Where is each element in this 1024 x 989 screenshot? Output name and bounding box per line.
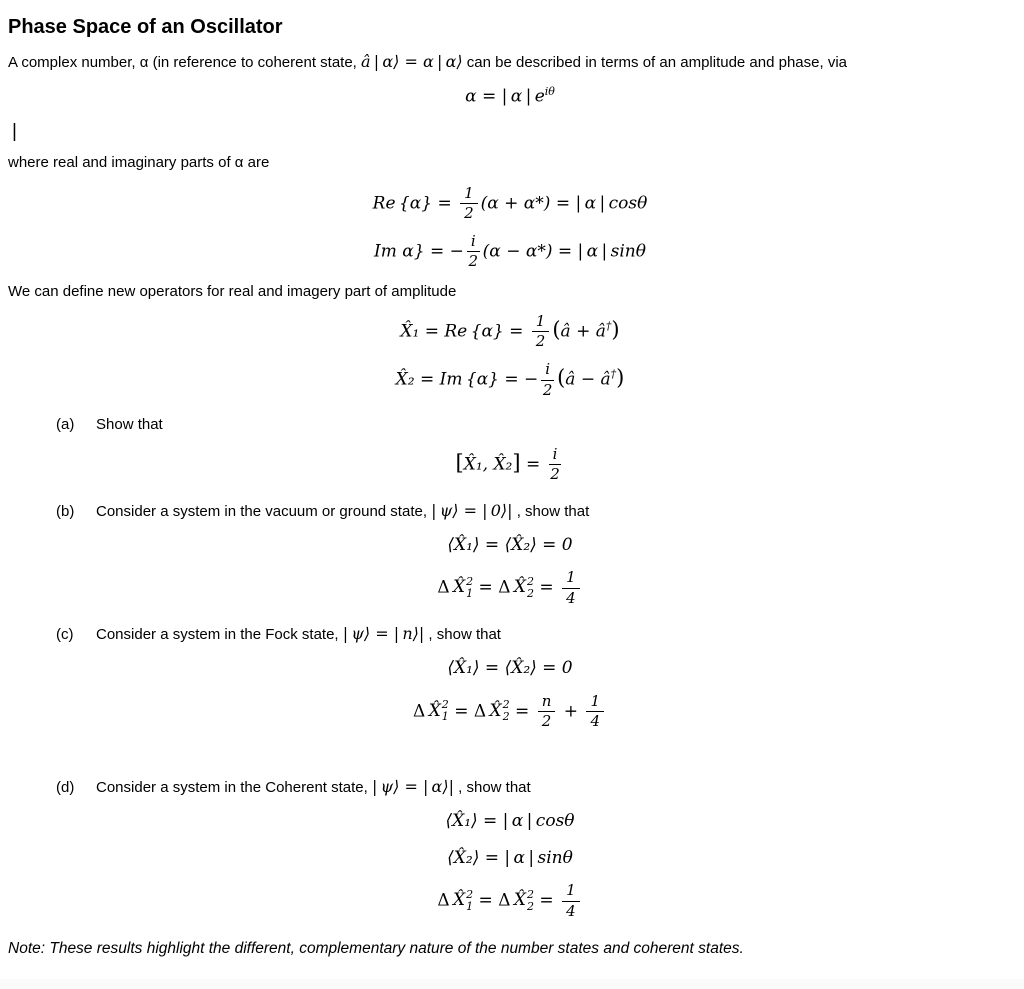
equation-vacuum-variance — [8, 569, 1012, 607]
intro-paragraph — [8, 51, 1012, 73]
math-token: Im α} = − — [374, 241, 464, 262]
math-token: 1 — [562, 569, 580, 588]
math-token: = — [448, 700, 474, 721]
math-token: 1 — [562, 882, 580, 901]
equation-real-part — [8, 185, 1012, 223]
math-token: Δ — [413, 700, 429, 721]
equation-commutator — [8, 446, 1012, 484]
page-bottom-strip — [0, 979, 1024, 989]
math-token: X̂₂ = Im {α} = − — [395, 369, 539, 390]
equation-coherent-x1-expectation — [8, 809, 1012, 835]
math-token: Δ — [437, 577, 454, 598]
math-token: 1 — [586, 693, 604, 712]
item-b-text-post: , show that — [512, 502, 590, 520]
math-token: X̂ — [513, 890, 526, 911]
intro-text-post: can be described in terms of an amplitude and phase, via — [462, 54, 848, 71]
math-token: Δ — [437, 890, 454, 911]
math-token: 2 — [502, 710, 510, 724]
math-token: = — [534, 890, 560, 911]
math-token: X̂ — [453, 577, 466, 598]
math-token: 2 — [527, 887, 534, 901]
item-b-inline-math — [431, 501, 512, 520]
math-token: 2 — [527, 900, 534, 914]
equation-coherent-x2-expectation — [8, 846, 1012, 872]
math-token: â + â — [560, 321, 606, 342]
math-token: 1 — [532, 313, 550, 332]
math-token: 1 — [460, 185, 478, 204]
math-token — [586, 693, 604, 731]
math-token: | ψ⟩ = | n⟩| — [342, 623, 425, 643]
item-d-label: (d) — [56, 779, 75, 797]
math-token: [ — [455, 450, 464, 475]
equation-coherent-variance — [8, 882, 1012, 920]
where-line: where real and imaginary parts of α are — [8, 154, 270, 172]
math-token: Δ — [473, 700, 490, 721]
math-token: Re {α} = — [372, 192, 458, 213]
item-b-label: (b) — [56, 502, 75, 520]
equation-vacuum-expectation — [8, 533, 1012, 559]
math-token — [532, 313, 550, 351]
item-d-inline-math — [372, 777, 454, 796]
item-c-text-post: , show that — [424, 625, 501, 643]
math-token — [490, 699, 510, 725]
page-title: Phase Space of an Oscillator — [8, 16, 283, 38]
math-token: (α + α*) = | α | cosθ — [480, 192, 648, 213]
math-token — [527, 576, 534, 601]
math-token: X̂₁ = Re {α} = — [400, 321, 529, 342]
math-token — [514, 888, 534, 914]
math-token: X̂ — [489, 700, 502, 721]
item-a-text-pre: Show that — [96, 415, 163, 433]
math-token — [460, 185, 478, 223]
equation-imaginary-part — [8, 233, 1012, 271]
math-token: X̂₁, X̂₂ — [463, 454, 513, 475]
math-token: 2 — [527, 587, 534, 601]
math-token: 2 — [468, 252, 479, 271]
math-token: X̂ — [513, 577, 526, 598]
problem-item-c — [8, 623, 1012, 645]
math-token — [538, 693, 556, 731]
equation-fock-variance — [8, 693, 1012, 731]
math-token: X̂ — [453, 890, 466, 911]
problem-item-a — [8, 415, 1012, 435]
math-token: = — [534, 577, 560, 598]
math-token: 2 — [466, 574, 474, 588]
equation-fock-expectation — [8, 656, 1012, 682]
math-token: α = | α | e — [465, 86, 545, 107]
math-token: ⟨X̂₁⟩ = ⟨X̂₂⟩ = 0 — [447, 658, 573, 679]
math-token — [541, 361, 554, 399]
math-token: | ψ⟩ = | α⟩| — [371, 777, 454, 797]
note-line: Note: These results highlight the different, complementary nature of the number states and coherent states. — [8, 939, 744, 957]
item-a-label: (a) — [56, 415, 75, 433]
math-token — [429, 699, 449, 725]
intro-text-pre: A complex number, α (in reference to coherent state, — [8, 54, 362, 71]
math-token: (α − α*) = | α | sinθ — [482, 241, 646, 262]
problem-item-b — [8, 500, 1012, 522]
math-token — [562, 569, 580, 607]
math-token: 2 — [550, 465, 560, 484]
math-token — [562, 882, 580, 920]
math-token: = — [473, 577, 499, 598]
math-token: † — [605, 319, 612, 333]
math-token: â | α⟩ = α | α⟩ — [361, 52, 463, 71]
math-token: = — [509, 700, 535, 721]
math-token: ( — [557, 365, 566, 390]
math-token: â − â — [565, 369, 611, 390]
item-b-text-pre: Consider a system in the vacuum or ground state, — [96, 502, 432, 520]
math-token: i — [541, 361, 554, 380]
math-token: 1 — [441, 710, 449, 724]
math-token: 2 — [527, 574, 534, 588]
math-token: 1 — [466, 900, 474, 914]
math-token: 2 — [441, 697, 449, 711]
math-token: 2 — [542, 380, 553, 399]
math-token: 4 — [590, 711, 600, 730]
math-token — [467, 233, 480, 271]
math-token: | ψ⟩ = | 0⟩| — [431, 500, 513, 520]
item-c-inline-math — [343, 624, 424, 643]
math-token — [503, 699, 510, 724]
math-token: 4 — [566, 588, 576, 607]
item-c-label: (c) — [56, 625, 74, 643]
math-token: Δ — [498, 577, 514, 598]
item-d-text-post: , show that — [453, 779, 531, 797]
math-token — [549, 446, 562, 484]
math-token: = — [520, 454, 546, 475]
math-token — [453, 888, 473, 914]
math-token: ] — [512, 450, 521, 475]
math-token: ) — [616, 365, 625, 390]
math-token — [453, 575, 473, 601]
math-token: n — [538, 693, 556, 712]
define-operators-line: We can define new operators for real and imagery part of amplitude — [8, 282, 457, 300]
math-token: = — [473, 890, 499, 911]
math-token: ⟨X̂₂⟩ = | α | sinθ — [447, 847, 573, 868]
math-token: 2 — [464, 203, 474, 222]
math-token: 2 — [502, 697, 510, 711]
math-token: X̂ — [428, 700, 441, 721]
math-token: † — [610, 368, 617, 381]
math-token — [514, 575, 534, 601]
math-token: 1 — [466, 587, 474, 601]
equation-x2-operator — [8, 361, 1012, 399]
math-token: 2 — [535, 332, 546, 351]
math-token: ) — [611, 317, 620, 342]
math-token: ⟨X̂₁⟩ = ⟨X̂₂⟩ = 0 — [447, 534, 573, 555]
math-token: + — [558, 700, 584, 721]
math-token: 2 — [541, 711, 552, 730]
math-token — [527, 889, 534, 914]
item-c-text-pre: Consider a system in the Fock state, — [96, 625, 343, 643]
problem-item-d — [8, 776, 1012, 798]
item-d-text-pre: Consider a system in the Coherent state, — [96, 779, 372, 797]
math-token: i — [467, 233, 480, 252]
equation-alpha-polar — [8, 84, 1012, 110]
math-token: ⟨X̂₁⟩ = | α | cosθ — [445, 811, 575, 832]
inline-math-coherent-state — [361, 52, 463, 71]
math-token: iθ — [544, 85, 555, 99]
math-token: ( — [552, 317, 561, 342]
math-token: 4 — [566, 901, 576, 920]
math-token: i — [549, 446, 562, 465]
equation-x1-operator — [8, 313, 1012, 351]
text-cursor: | — [12, 121, 17, 143]
math-token: Δ — [498, 890, 514, 911]
math-token — [442, 699, 449, 724]
math-token: 2 — [466, 887, 474, 901]
